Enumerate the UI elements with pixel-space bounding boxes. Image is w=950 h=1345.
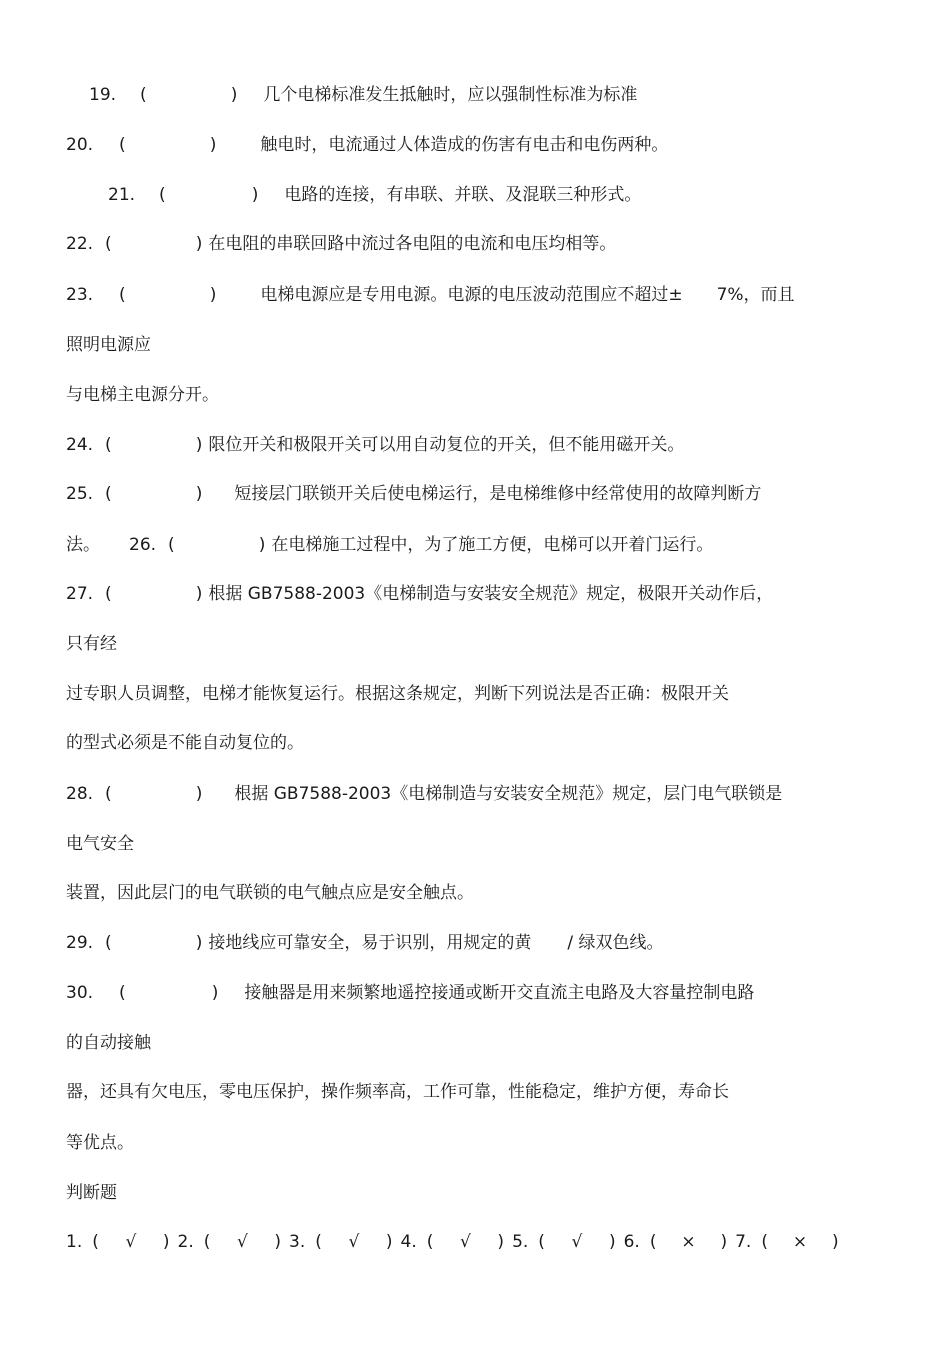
question-number: 22. [66,234,94,254]
question-number: 29. [66,933,94,953]
answer-blank-open: ( [119,285,126,305]
question-30-line-2: 的自动接触 [66,1033,151,1053]
answer-blank-open: ( [105,484,112,504]
answer-blank-open: ( [159,185,166,205]
question-text-continued: 7%，而且 [716,285,795,305]
answer-number: 5. [512,1232,529,1252]
question-23-line-3: 与电梯主电源分开。 [66,385,219,405]
answer-number: 1. [66,1232,83,1252]
question-19 [89,83,637,107]
answer-blank-open: ( [105,784,112,804]
question-text: 在电梯施工过程中，为了施工方便，电梯可以开着门运行。 [271,535,714,555]
answer-blank-close: ) [195,933,203,953]
answer-close-paren: ) [720,1232,728,1252]
answer-blank-open: ( [119,135,126,155]
question-24 [66,433,684,457]
question-22 [66,232,616,256]
answer-item [66,1230,170,1254]
answer-blank-open: ( [140,85,147,105]
question-text: 接触器是用来频繁地遥控接通或断开交直流主电路及大容量控制电路 [244,983,755,1003]
answer-blank-open: ( [105,435,112,455]
question-text: 根据 GB7588-2003《电梯制造与安装安全规范》规定，层门电气联锁是 [234,784,783,804]
answer-key-row [66,1230,847,1254]
answer-number: 3. [289,1232,306,1252]
answer-open-paren: ( [761,1232,768,1252]
question-text: 短接层门联锁开关后使电梯运行，是电梯维修中经常使用的故障判断方 [234,484,762,504]
answer-blank-close: ) [258,535,266,555]
question-30-line-3: 器，还具有欠电压，零电压保护，操作频率高，工作可靠，性能稳定，维护方便，寿命长 [66,1082,729,1102]
answer-blank-close: ) [209,285,217,305]
answer-mark: × [681,1232,696,1252]
question-27-line-4: 的型式必须是不能自动复位的。 [66,733,304,753]
question-26 [129,533,713,557]
answer-close-paren: ) [608,1232,616,1252]
question-27-line-3: 过专职人员调整，电梯才能恢复运行。根据这条规定，判断下列说法是否正确：极限开关 [66,684,729,704]
answer-close-paren: ) [497,1232,505,1252]
answer-mark: √ [348,1232,360,1252]
question-28-line-3: 装置，因此层门的电气联锁的电气触点应是安全触点。 [66,883,474,903]
answer-item [178,1230,282,1254]
question-number: 20. [66,135,94,155]
question-text: 限位开关和极限开关可以用自动复位的开关，但不能用磁开关。 [208,435,685,455]
answer-blank-close: ) [195,784,203,804]
answer-open-paren: ( [315,1232,322,1252]
answer-close-paren: ) [162,1232,170,1252]
question-text-continued: / 绿双色线。 [567,933,664,953]
answer-blank-close: ) [195,484,203,504]
question-28 [66,782,782,806]
answer-blank-open: ( [105,584,112,604]
question-number: 28. [66,784,94,804]
question-number: 26. [129,535,157,555]
answer-blank-close: ) [195,435,203,455]
answer-blank-close: ) [195,234,203,254]
question-text: 接地线应可靠安全，易于识别，用规定的黄 [208,933,532,953]
answer-mark: √ [125,1232,137,1252]
answer-mark: × [792,1232,808,1252]
answer-blank-close: ) [211,983,219,1003]
question-text: 触电时，电流通过人体造成的伤害有电击和电伤两种。 [260,135,669,155]
answer-blank-close: ) [230,85,238,105]
question-27 [66,582,773,606]
question-text: 几个电梯标准发生抵触时，应以强制性标准为标准 [263,85,638,105]
answer-item [624,1230,728,1254]
question-number: 25. [66,484,94,504]
answer-open-paren: ( [649,1232,657,1252]
question-27-line-2: 只有经 [66,634,117,654]
answer-blank-open: ( [105,234,112,254]
section-title: 判断题 [66,1183,117,1203]
question-number: 30. [66,983,94,1003]
question-30-line-4: 等优点。 [66,1133,134,1153]
answer-item [512,1230,616,1254]
answer-blank-close: ) [251,185,259,205]
question-28-line-2: 电气安全 [66,834,134,854]
question-text: 在电阻的串联回路中流过各电阻的电流和电压均相等。 [208,234,617,254]
question-25 [66,482,761,506]
answer-mark: √ [236,1232,248,1252]
question-text: 电梯电源应是专用电源。电源的电压波动范围应不超过± [260,285,683,305]
answer-number: 4. [400,1232,417,1252]
answer-open-paren: ( [538,1232,545,1252]
question-23-line-2: 照明电源应 [66,335,151,355]
answer-close-paren: ) [385,1232,393,1252]
question-21 [108,183,641,207]
answer-blank-open: ( [168,535,175,555]
question-23 [66,283,795,307]
question-25-line-2: 法。 [66,535,100,555]
question-number: 27. [66,584,94,604]
answer-blank-open: ( [119,983,126,1003]
answer-number: 2. [177,1232,194,1252]
answer-open-paren: ( [92,1232,99,1252]
question-number: 24. [66,435,94,455]
answer-mark: √ [460,1232,471,1252]
question-20 [66,133,668,157]
question-number: 23. [66,285,94,305]
answer-blank-open: ( [105,933,112,953]
answer-mark: √ [571,1232,583,1252]
answer-open-paren: ( [426,1232,434,1252]
question-text: 根据 GB7588-2003《电梯制造与安装安全规范》规定，极限开关动作后， [208,584,774,604]
answer-close-paren: ) [274,1232,282,1252]
answer-close-paren: ) [831,1232,839,1252]
answer-item [401,1230,505,1254]
answer-open-paren: ( [203,1232,211,1252]
answer-item [735,1230,839,1254]
answer-item [289,1230,393,1254]
question-number: 21. [108,185,136,205]
question-text: 电路的连接，有串联、并联、及混联三种形式。 [284,185,642,205]
answer-blank-close: ) [209,135,217,155]
answer-number: 7. [735,1232,752,1252]
question-30 [66,981,754,1005]
question-29 [66,931,663,955]
answer-number: 6. [623,1232,640,1252]
answer-blank-close: ) [195,584,203,604]
question-number: 19. [89,85,117,105]
